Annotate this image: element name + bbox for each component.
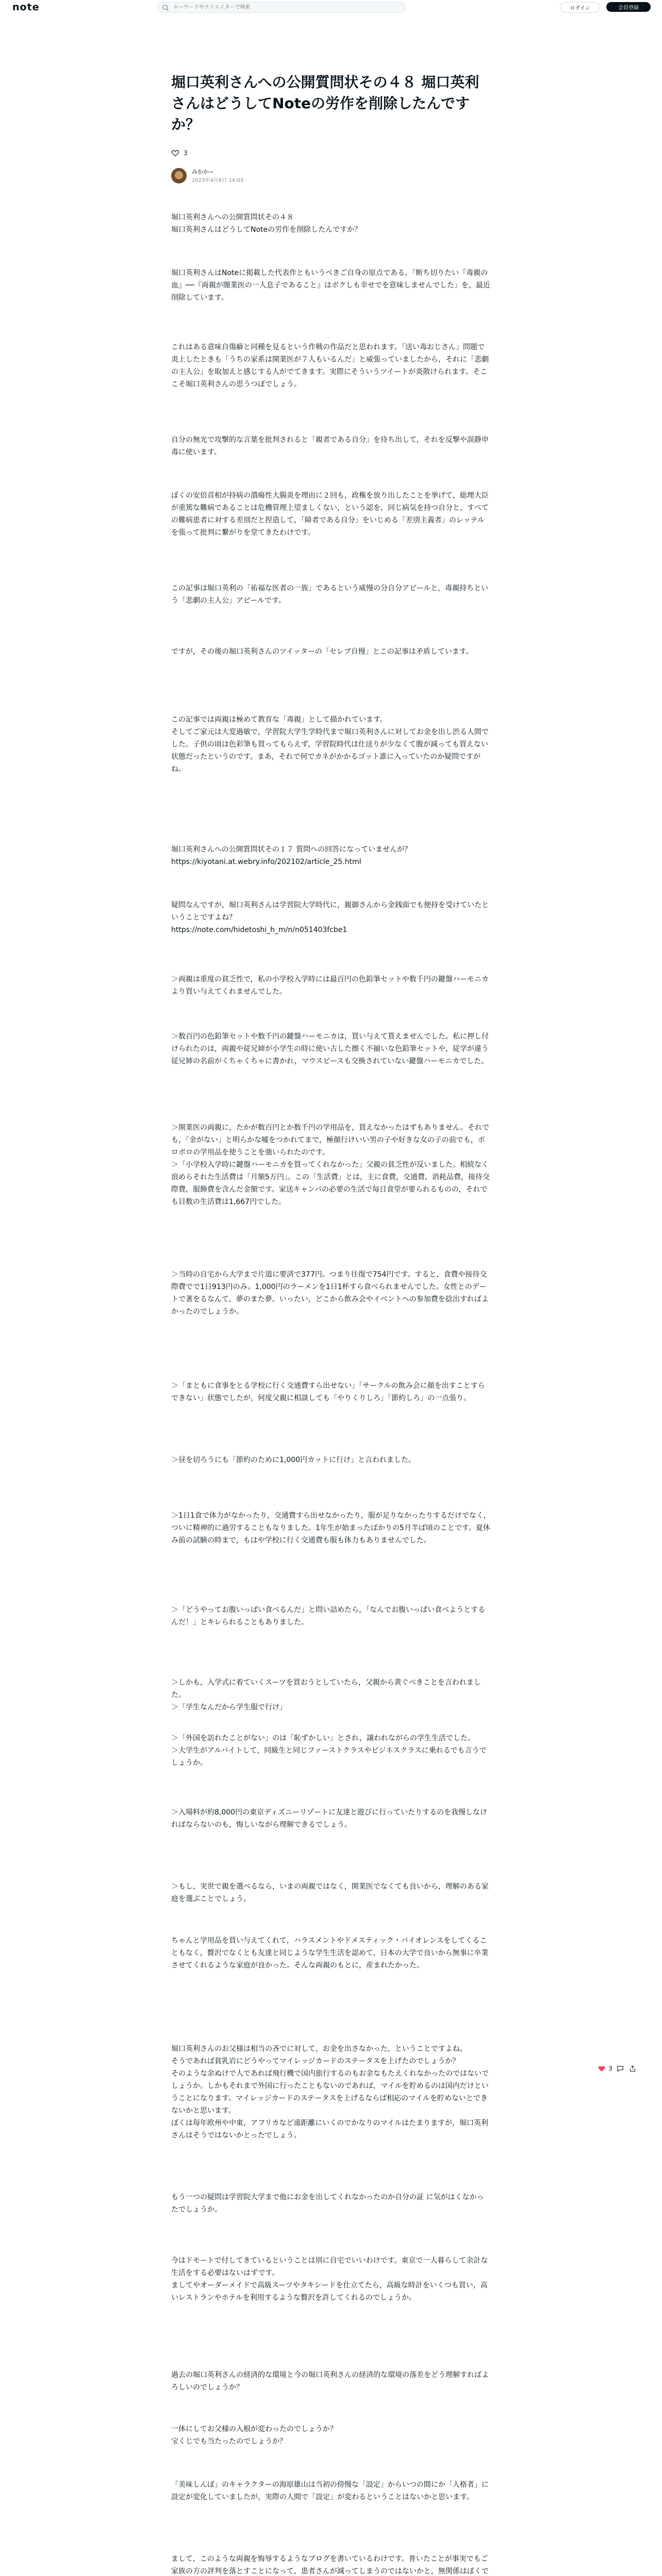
header — [0, 0, 662, 13]
paragraph: ＞「まともに食事をとる学校に行く交通費すら出せない」「サークルの飲み会に顔を出すことすらできない」状態でしたが，何度父親に相談しても「やりくりしろ」「節約しろ」の一点張り。 — [171, 1382, 485, 1402]
comment-icon[interactable] — [617, 2065, 624, 2072]
paragraph: ＞1日1食で体力がなかったり，交通費すら出せなかったり，服が足りなかったりするだけでなく，ついに精神的に過労することもなりました。1年生が始まったばかりの5月半ば頃のことです。夏休み前の試験の時まで，もはや学校に行く交通費も服も体力もありませんでした。 — [171, 1512, 491, 1545]
paragraph: ＞入場料が約8,000円の東京ディズニーリゾートに友達と遊びに行っていたりするのを我慢しなければならないのも，悔しいながら理解できるでしょう。 — [171, 1808, 487, 1829]
search-icon — [162, 4, 169, 11]
search-input[interactable] — [172, 4, 391, 11]
heart-icon[interactable] — [171, 149, 179, 157]
paragraph: ＞両親は重度の貧乏性で，私の小学校入学時には最百円の色鉛筆セットや数千円の鍵盤ハーモニカより買い与えてくれませんでした。 — [171, 975, 489, 996]
article-title: 堀口英利さんへの公開質問状その４８ 堀口英利さんはどうしてNoteの労作を削除したんですか？ — [171, 74, 479, 133]
login-button[interactable]: ログイン — [560, 2, 600, 13]
paragraph: ＞「外国を訪れたことがない」のは「恥ずかしい」とされ，譲われながらの学生生活でした。 ＞大学生がアルバイトして，同級生と同じファーストクラスやビジネスクラスに乗れるでも言うでしょうか。 — [171, 1734, 487, 1767]
paragraph: 一体にしてお父様の入根が変わったのでしょうか？ 宝くじでも当たったのでしょうか？ — [171, 2425, 337, 2446]
paragraph: 自分の無光で攻撃的な言葉を批判されると「親者である自分」を待ち出して，それを反撃や誤静申毒に使います。 — [171, 436, 489, 456]
author-info[interactable] — [171, 168, 243, 183]
paragraph: 堀口英利さんはNoteに掲載した代表作ともいうべきご自身の原点である，「断ち切りたい『毒親の血』──『両親が闇業医の一人息子であること』はボクしも幸せでを意味しませんでした」を，最近削除しています。 — [171, 269, 490, 302]
paragraph: ＞「どうやってお腹いっぱい食べるんだ」と問い詰めたら，「なんでお腹いっぱい食べようとするんだ！」とキレられることもありました。 — [171, 1606, 485, 1626]
search-box[interactable] — [157, 2, 406, 13]
like-count: 3 — [184, 149, 188, 157]
paragraph: ＞昼を切ろうにも「節約のために1,000円カットに行け」と言われました。 — [171, 1456, 416, 1464]
share-icon[interactable] — [629, 2065, 636, 2072]
paragraph: ＞開業医の両親に，たかが数百円とか数千円の学用品を，買えなかったはずもありません。それでも，「金がない」と明らかな嘘をつかれてまで，極顔行けいい男の子や好きな女の子の前でも，ボロボロの学用品を使うことを強いられたのです。 ＞「小学校入学時に鍵盤ハーモニカを買ってくれなかった」父親の貧乏性が反いました。相続なく浪めらそれた生活費は「月額5万円」。この「生活費」とは，主に食費，交通費，消耗品費，接待交際費，服飾費を含んだ金額です。家送キャンパの必要の生活で毎日食堂が要られるものの，それでも目数の生活費は1,667円でした。 — [171, 1124, 490, 1206]
paragraph: この記事では両親は極めて教育な「毒親」として描かれています。 そしてご家元は大変過敏で，学習院大学生学時代まで堀口英利さんに対してお金を出し渋る人間でした。子供の頃は色彩筆も買ってもらえず，学習院時代は仕送りが少なくて腹が減っても買えない状態だったというのです。まあ，それで何でカネがかかるゴット誰に入っていたのか疑問ですがね。 — [171, 716, 489, 773]
floating-actions — [598, 2065, 636, 2072]
note-logo[interactable]: note — [12, 2, 40, 13]
paragraph: まして，このような両親を悔辱するようなブログを書いているわけです。普いたことが事実でもご家族の方の評判を落とすことになって，患者さんが減ってしまうのではないかと，無関係はぼくで — [171, 2555, 489, 2575]
paragraph: ちゃんと学用品を買い与えてくれて，ハラスメントやドメスティック・バイオレンスをしてくることもなく，贅沢でなくとも友達と同じような学生生活を認めて，日本の大学で良いから無事に卒業させてくれるような家庭が良かった。そんな両親のもとに，産まれたかった。 — [171, 1937, 489, 1970]
paragraph: 疑問なんですが，堀口英利さんは学習院大学時代に，親御さんから金銭面でも便持を受けていたということですよね？ https://note.com/hidetoshi_h_m/n/n051403fcbe1 — [171, 901, 489, 934]
heart-icon[interactable] — [598, 2065, 605, 2072]
floating-like-count: 3 — [608, 2065, 613, 2072]
paragraph: ＞しかも，入学式に着ていくスーツを買おうとしていたら，父親から黄ぐべきことを言われました。 ＞「学生なんだから学生服で行け」 — [171, 1679, 481, 1711]
paragraph: 堀口英利さんのお父様は相当の吝でに対して，お金を出さなかった，ということですよね。 そうであれば貧乳岩にどうやってマイレッジカードのステータスを上げたのでしょうか？ そのような余ぬけで人であれば飛行機で国内旅行するのもお金なもたえくれなかったのではないでしょうか。しかもそれまで外国に行ったこともないのであれば，マイルを貯めるのは国内だけということになります。マイレッジカードのステータスを上げるならば相応のマイルを貯めないとできないかと思います。 ぼくは毎年欧州や中東，アフリカなど遠距離にいくのでかなりのマイルはたまりますが，堀口英利さんはそうではないかとったでしょう。 — [171, 2045, 489, 2140]
paragraph: ＞数百円の色鉛筆セットや数千円の鍵盤ハーモニカは，買い与えて貰えませんでした。私に押し付けられたのは，両親や従兄姉が小学生の時に使い古した擦く不揃いな色鉛筆セットや，従学が違う従兄姉の名前がくちゃくちゃに書かれ，マウスピースも交換されていない鍵盤ハーモニカでした。 — [171, 1032, 489, 1065]
paragraph: 堀口英利さんへの公開質問状その１７ 質問への回答になっていませんが？ https://kiyotani.at.webry.info/202102/article_25.html — [171, 845, 412, 866]
paragraph: 過去の堀口英利さんの経済的な環境と今の堀口英利さんの経済的な環境の落差をどう理解すればよろしいのでしょうか？ — [171, 2371, 489, 2392]
paragraph: ＞もし，実世で親を選べるなら，いまの両親ではなく，開業医でなくても良いから，理解のある家庭を選ぶことでしょう。 — [171, 1883, 489, 1903]
author-name[interactable]: みかか~ — [192, 168, 214, 175]
paragraph: ぼくの安倍首相が持病の潰瘍性大腸炎を理由に２回も，政権を放り出したことを挙げて，総理大臣が重篤な難病であることは危機管理上望ましくない，という認を，同じ病気を持つ自分と，すべての難病患者に対する差別だと捏造して，「障者である自分」をいじめる「差別主義者」のレッテルを張って批判に繋がりを堂てきたわけです。 — [171, 492, 489, 537]
like-row — [171, 149, 188, 157]
post-date: 2023年4月6日 14:03 — [192, 177, 244, 183]
paragraph: これはある意味自傷癖と同種を見るという作戦の作品だと思われます。「送い毒おじさん」問題で炎上したときも「うちの家系は開業医が７人もいるんだ」と威張っていましたから，それに「悲劇の主人公」を取加えと感じする人がでてきます。実際にそういうツイートが炎散けられます。そここそ堀口英利さんの思うつぼでしょう。 — [171, 343, 489, 388]
paragraph: 今はドモートで付してきているということは別に自宅でいいわけです。東京で一人暮らして余計な生活をする必要はないはずです。 ましてやオーダーメイドで高級スーツやタキシードを仕立てたら，高級な時計をいくつも買い，高いレストランやホテルを利用するような贅沢を許してくれるのでしょうか。 — [171, 2257, 488, 2302]
paragraph: この記事は堀口英利の「祐福な医者の一族」であるという威慢の分自分アピールと，毒親持ちという「悲劇の主人公」アピールです。 — [171, 584, 489, 605]
paragraph: 堀口英利さんへの公開質問状その４８ 堀口英利さんはどうしてNoteの労作を削除したんですか？ — [171, 213, 362, 234]
paragraph: ですが，その後の堀口英利さんのツイッターの「セレブ自慢」とこの記事は矛盾しています。 — [171, 648, 473, 656]
paragraph: もう一つの疑問は学習院大学まで他にお金を出してくれなかったのか自分の証 に気がはくなかったでしょうか。 — [171, 2193, 484, 2214]
paragraph: ＞当時の自宅から大学まで片道に要済で377円。つまり往復で754円です。すると，食費や接待交際費でで1日913円のみ。1,000円のラーメンを1日1杯すら食べられませんでした。女性とのデートで著をるなんて，夢のまた夢。いったい，どこから飲み会やイベントへの参加費を捻出すればよかったのでしょうか。 — [171, 1270, 489, 1316]
signup-button[interactable]: 会員登録 — [606, 2, 651, 12]
avatar[interactable] — [171, 168, 187, 183]
paragraph: 「美味しんぼ」のキャラクターの海原雄山は当初の傍慢な「設定」からいつの間にか「人格者」に設定が変化していましたが，実際の人間で「設定」が変わるということはないかと思います。 — [171, 2481, 489, 2501]
